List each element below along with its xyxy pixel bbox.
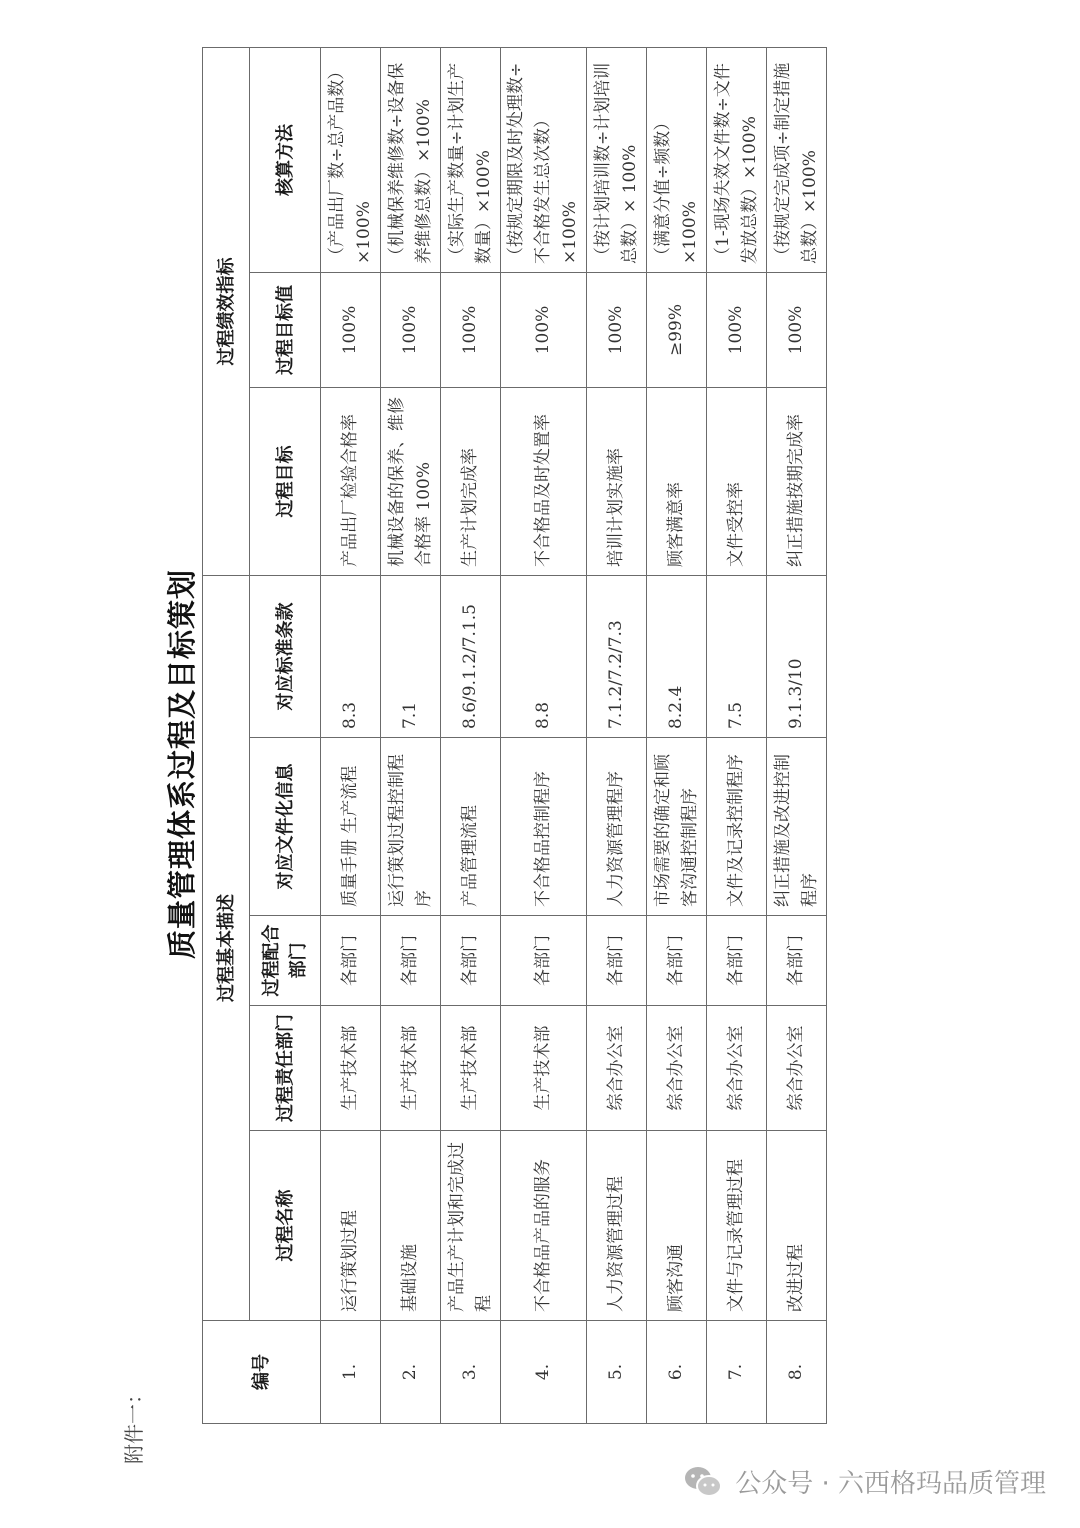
table-row xyxy=(441,47,501,1423)
cell-doc: 人力资源管理程序 xyxy=(587,738,647,916)
cell-method: （产品出厂数÷总产品数）×100% xyxy=(321,47,381,272)
cell-support: 各部门 xyxy=(441,916,501,1006)
cell-goal: 顾客满意率 xyxy=(647,388,707,576)
wechat-watermark xyxy=(683,1463,1046,1500)
cell-support: 各部门 xyxy=(381,916,441,1006)
attachment-label: 附件一： xyxy=(122,1384,146,1464)
cell-target: ≥99% xyxy=(647,273,707,388)
cell-goal: 生产计划完成率 xyxy=(441,388,501,576)
cell-name: 运行策划过程 xyxy=(321,1131,381,1321)
cell-clause: 7.1.2/7.2/7.3 xyxy=(587,576,647,738)
col-header-doc: 对应文件化信息 xyxy=(250,738,321,916)
cell-name: 人力资源管理过程 xyxy=(587,1131,647,1321)
wechat-logo-icon xyxy=(683,1465,723,1499)
cell-clause: 8.2.4 xyxy=(647,576,707,738)
col-header-name: 过程名称 xyxy=(250,1131,321,1321)
cell-name: 改进过程 xyxy=(767,1131,827,1321)
cell-clause: 7.1 xyxy=(381,576,441,738)
cell-target: 100% xyxy=(441,273,501,388)
cell-no: 8. xyxy=(767,1321,827,1424)
cell-support: 各部门 xyxy=(647,916,707,1006)
cell-target: 100% xyxy=(587,273,647,388)
cell-clause: 7.5 xyxy=(707,576,767,738)
cell-doc: 运行策划过程控制程序 xyxy=(381,738,441,916)
cell-owner: 综合办公室 xyxy=(647,1006,707,1131)
group-header-row xyxy=(203,47,250,1423)
cell-doc: 市场需要的确定和顾客沟通控制程序 xyxy=(647,738,707,916)
cell-owner: 综合办公室 xyxy=(707,1006,767,1131)
cell-goal: 培训计划实施率 xyxy=(587,388,647,576)
group-header-performance: 过程绩效指标 xyxy=(203,47,250,575)
watermark-text: 公众号 · 六西格玛品质管理 xyxy=(735,1469,1046,1499)
cell-method: （按规定期限及时处理数÷不合格发生总次数）×100% xyxy=(501,47,587,272)
cell-goal: 机械设备的保养、维修合格率 100% xyxy=(381,388,441,576)
cell-target: 100% xyxy=(321,273,381,388)
cell-method: （1-现场失效文件数÷文件发放总数）×100% xyxy=(707,47,767,272)
table-row xyxy=(381,47,441,1423)
cell-owner: 生产技术部 xyxy=(501,1006,587,1131)
cell-name: 顾客沟通 xyxy=(647,1131,707,1321)
cell-owner: 生产技术部 xyxy=(441,1006,501,1131)
cell-clause: 9.1.3/10 xyxy=(767,576,827,738)
cell-target: 100% xyxy=(707,273,767,388)
cell-target: 100% xyxy=(501,273,587,388)
cell-doc: 文件及记录控制程序 xyxy=(707,738,767,916)
cell-goal: 不合格品及时处置率 xyxy=(501,388,587,576)
col-header-support: 过程配合部门 xyxy=(250,916,321,1006)
cell-owner: 生产技术部 xyxy=(321,1006,381,1131)
cell-doc: 纠正措施及改进控制程序 xyxy=(767,738,827,916)
cell-clause: 8.3 xyxy=(321,576,381,738)
cell-support: 各部门 xyxy=(767,916,827,1006)
table-row xyxy=(501,47,587,1423)
cell-support: 各部门 xyxy=(707,916,767,1006)
cell-owner: 生产技术部 xyxy=(381,1006,441,1131)
col-header-method: 核算方法 xyxy=(250,47,321,272)
cell-no: 5. xyxy=(587,1321,647,1424)
cell-no: 4. xyxy=(501,1321,587,1424)
cell-method: （按计划培训数÷计划培训总数）× 100% xyxy=(587,47,647,272)
column-header-row xyxy=(250,47,321,1423)
cell-no: 2. xyxy=(381,1321,441,1424)
cell-support: 各部门 xyxy=(587,916,647,1006)
cell-name: 文件与记录管理过程 xyxy=(707,1131,767,1321)
cell-clause: 8.6/9.1.2/7.1.5 xyxy=(441,576,501,738)
cell-doc: 质量手册 生产流程 xyxy=(321,738,381,916)
cell-target: 100% xyxy=(767,273,827,388)
cell-goal: 产品出厂检验合格率 xyxy=(321,388,381,576)
cell-method: （满意分值÷频数）×100% xyxy=(647,47,707,272)
cell-support: 各部门 xyxy=(321,916,381,1006)
cell-owner: 综合办公室 xyxy=(767,1006,827,1131)
cell-goal: 纠正措施按期完成率 xyxy=(767,388,827,576)
table-row xyxy=(767,47,827,1423)
cell-target: 100% xyxy=(381,273,441,388)
table-row xyxy=(321,47,381,1423)
col-header-owner: 过程责任部门 xyxy=(250,1006,321,1131)
group-header-basic: 过程基本描述 xyxy=(203,576,250,1321)
col-header-target: 过程目标值 xyxy=(250,273,321,388)
table-row xyxy=(707,47,767,1423)
cell-name: 不合格品产品的服务 xyxy=(501,1131,587,1321)
cell-no: 1. xyxy=(321,1321,381,1424)
cell-no: 3. xyxy=(441,1321,501,1424)
table-row xyxy=(647,47,707,1423)
table-row xyxy=(587,47,647,1423)
cell-no: 6. xyxy=(647,1321,707,1424)
cell-clause: 8.8 xyxy=(501,576,587,738)
document-title: 质量管理体系过程及目标策划 xyxy=(165,569,199,960)
cell-doc: 产品管理流程 xyxy=(441,738,501,916)
cell-no: 7. xyxy=(707,1321,767,1424)
cell-support: 各部门 xyxy=(501,916,587,1006)
cell-doc: 不合格品控制程序 xyxy=(501,738,587,916)
cell-goal: 文件受控率 xyxy=(707,388,767,576)
cell-method: （机械保养维修数÷设备保养维修总数）×100% xyxy=(381,47,441,272)
cell-method: （按规定完成项÷制定措施总数）×100% xyxy=(767,47,827,272)
process-table xyxy=(202,47,827,1424)
col-header-clause: 对应标准条款 xyxy=(250,576,321,738)
cell-method: （实际生产数量÷计划生产数量）×100% xyxy=(441,47,501,272)
cell-owner: 综合办公室 xyxy=(587,1006,647,1131)
cell-name: 产品生产计划和完成过程 xyxy=(441,1131,501,1321)
cell-name: 基础设施 xyxy=(381,1131,441,1321)
col-header-no: 编号 xyxy=(203,1321,321,1424)
col-header-goal: 过程目标 xyxy=(250,388,321,576)
